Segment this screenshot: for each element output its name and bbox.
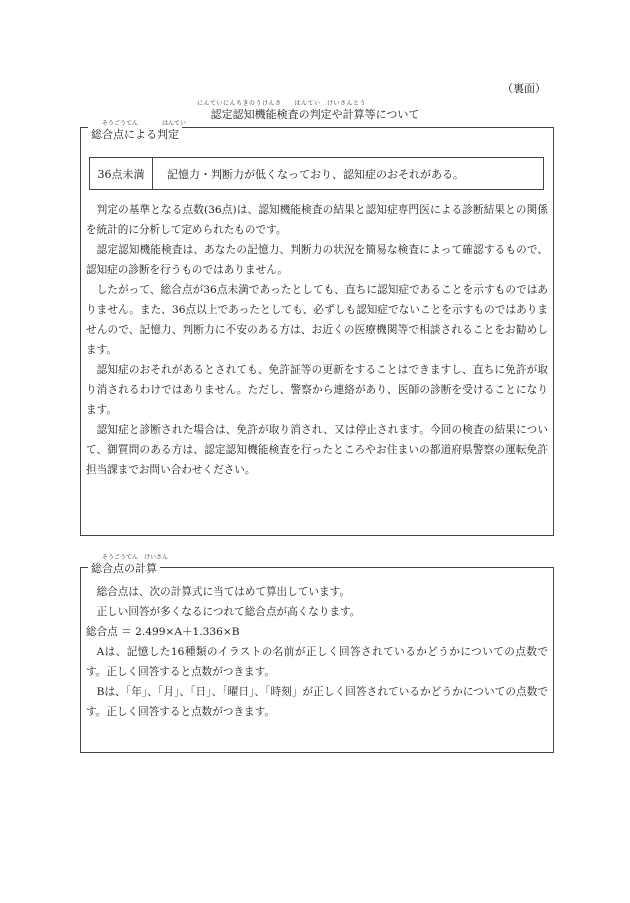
calculation-heading-ruby: そうごうてん けいさん (102, 554, 169, 561)
calculation-body (86, 582, 548, 722)
calculation-paragraph: Bは、「年」、「月」、「日」、「曜日」、「時刻」が正しく回答されているかどうかについての点数です。正しく回答すると点数がつきます。 (86, 686, 548, 718)
judgment-paragraph: したがって、総合点が36点未満であったとしても、直ちに認知症であることを示すものではありません。また、36点以上であったとしても、必ずしも認知症でないことを示すものではありませんので、記憶力、判断力に不安のある方は、お近くの医療機関等で相談されることをお勧めします。 (86, 284, 548, 356)
judgment-body (86, 200, 548, 480)
calculation-paragraph: 総合点は、次の計算式に当てはめて算出しています。 (96, 586, 350, 598)
title-ruby: にんていにんちきのうけんさ はんてい けいさんとう (197, 100, 367, 107)
score-formula: 総合点 ＝ 2.499×A＋1.336×B (86, 626, 240, 638)
verdict-text: 記憶力・判断力が低くなっており、認知症のおそれがある。 (167, 167, 464, 181)
judgment-paragraph: 判定の基準となる点数(36点)は、認知機能検査の結果と認知症専門医による診断結果との関係を統計的に分析して定められたものです。 (86, 204, 548, 236)
calculation-section-heading (88, 554, 169, 576)
judgment-paragraph: 認知症と診断された場合は、免許が取り消され、又は停止されます。今回の検査の結果について、御質問のある方は、認定認知機能検査を行ったところやお住まいの都道府県警察の運転免許担当課までお問い合わせください。 (86, 424, 548, 476)
judgment-section-heading (88, 120, 187, 142)
judgment-paragraph: 認知症のおそれがあるとされても、免許証等の更新をすることはできますし、直ちに免許が取り消されるわけではありません。ただし、警察から連絡があり、医師の診断を受けることになります。 (86, 364, 548, 416)
judgment-heading-text: 総合点による判定 (91, 128, 179, 141)
calculation-paragraph: Aは、記憶した16種類のイラストの名前が正しく回答されているかどうかについての点数です。正しく回答すると点数がつきます。 (86, 646, 548, 678)
judgment-paragraph: 認定認知機能検査は、あなたの記憶力、判断力の状況を簡易な検査によって確認するもので、認知症の診断を行うものではありません。 (86, 244, 548, 276)
verdict-table (89, 157, 544, 190)
verdict-label: 36点未満 (90, 158, 153, 189)
page-side-label: （裏面） (502, 82, 546, 95)
calculation-heading-text: 総合点の計算 (91, 562, 157, 575)
calculation-paragraph: 正しい回答が多くなるにつれて総合点が高くなります。 (96, 606, 361, 618)
page-title: 認定認知機能検査の判定や計算等について (210, 108, 420, 121)
judgment-heading-ruby: そうごうてん はんてい (102, 120, 187, 127)
